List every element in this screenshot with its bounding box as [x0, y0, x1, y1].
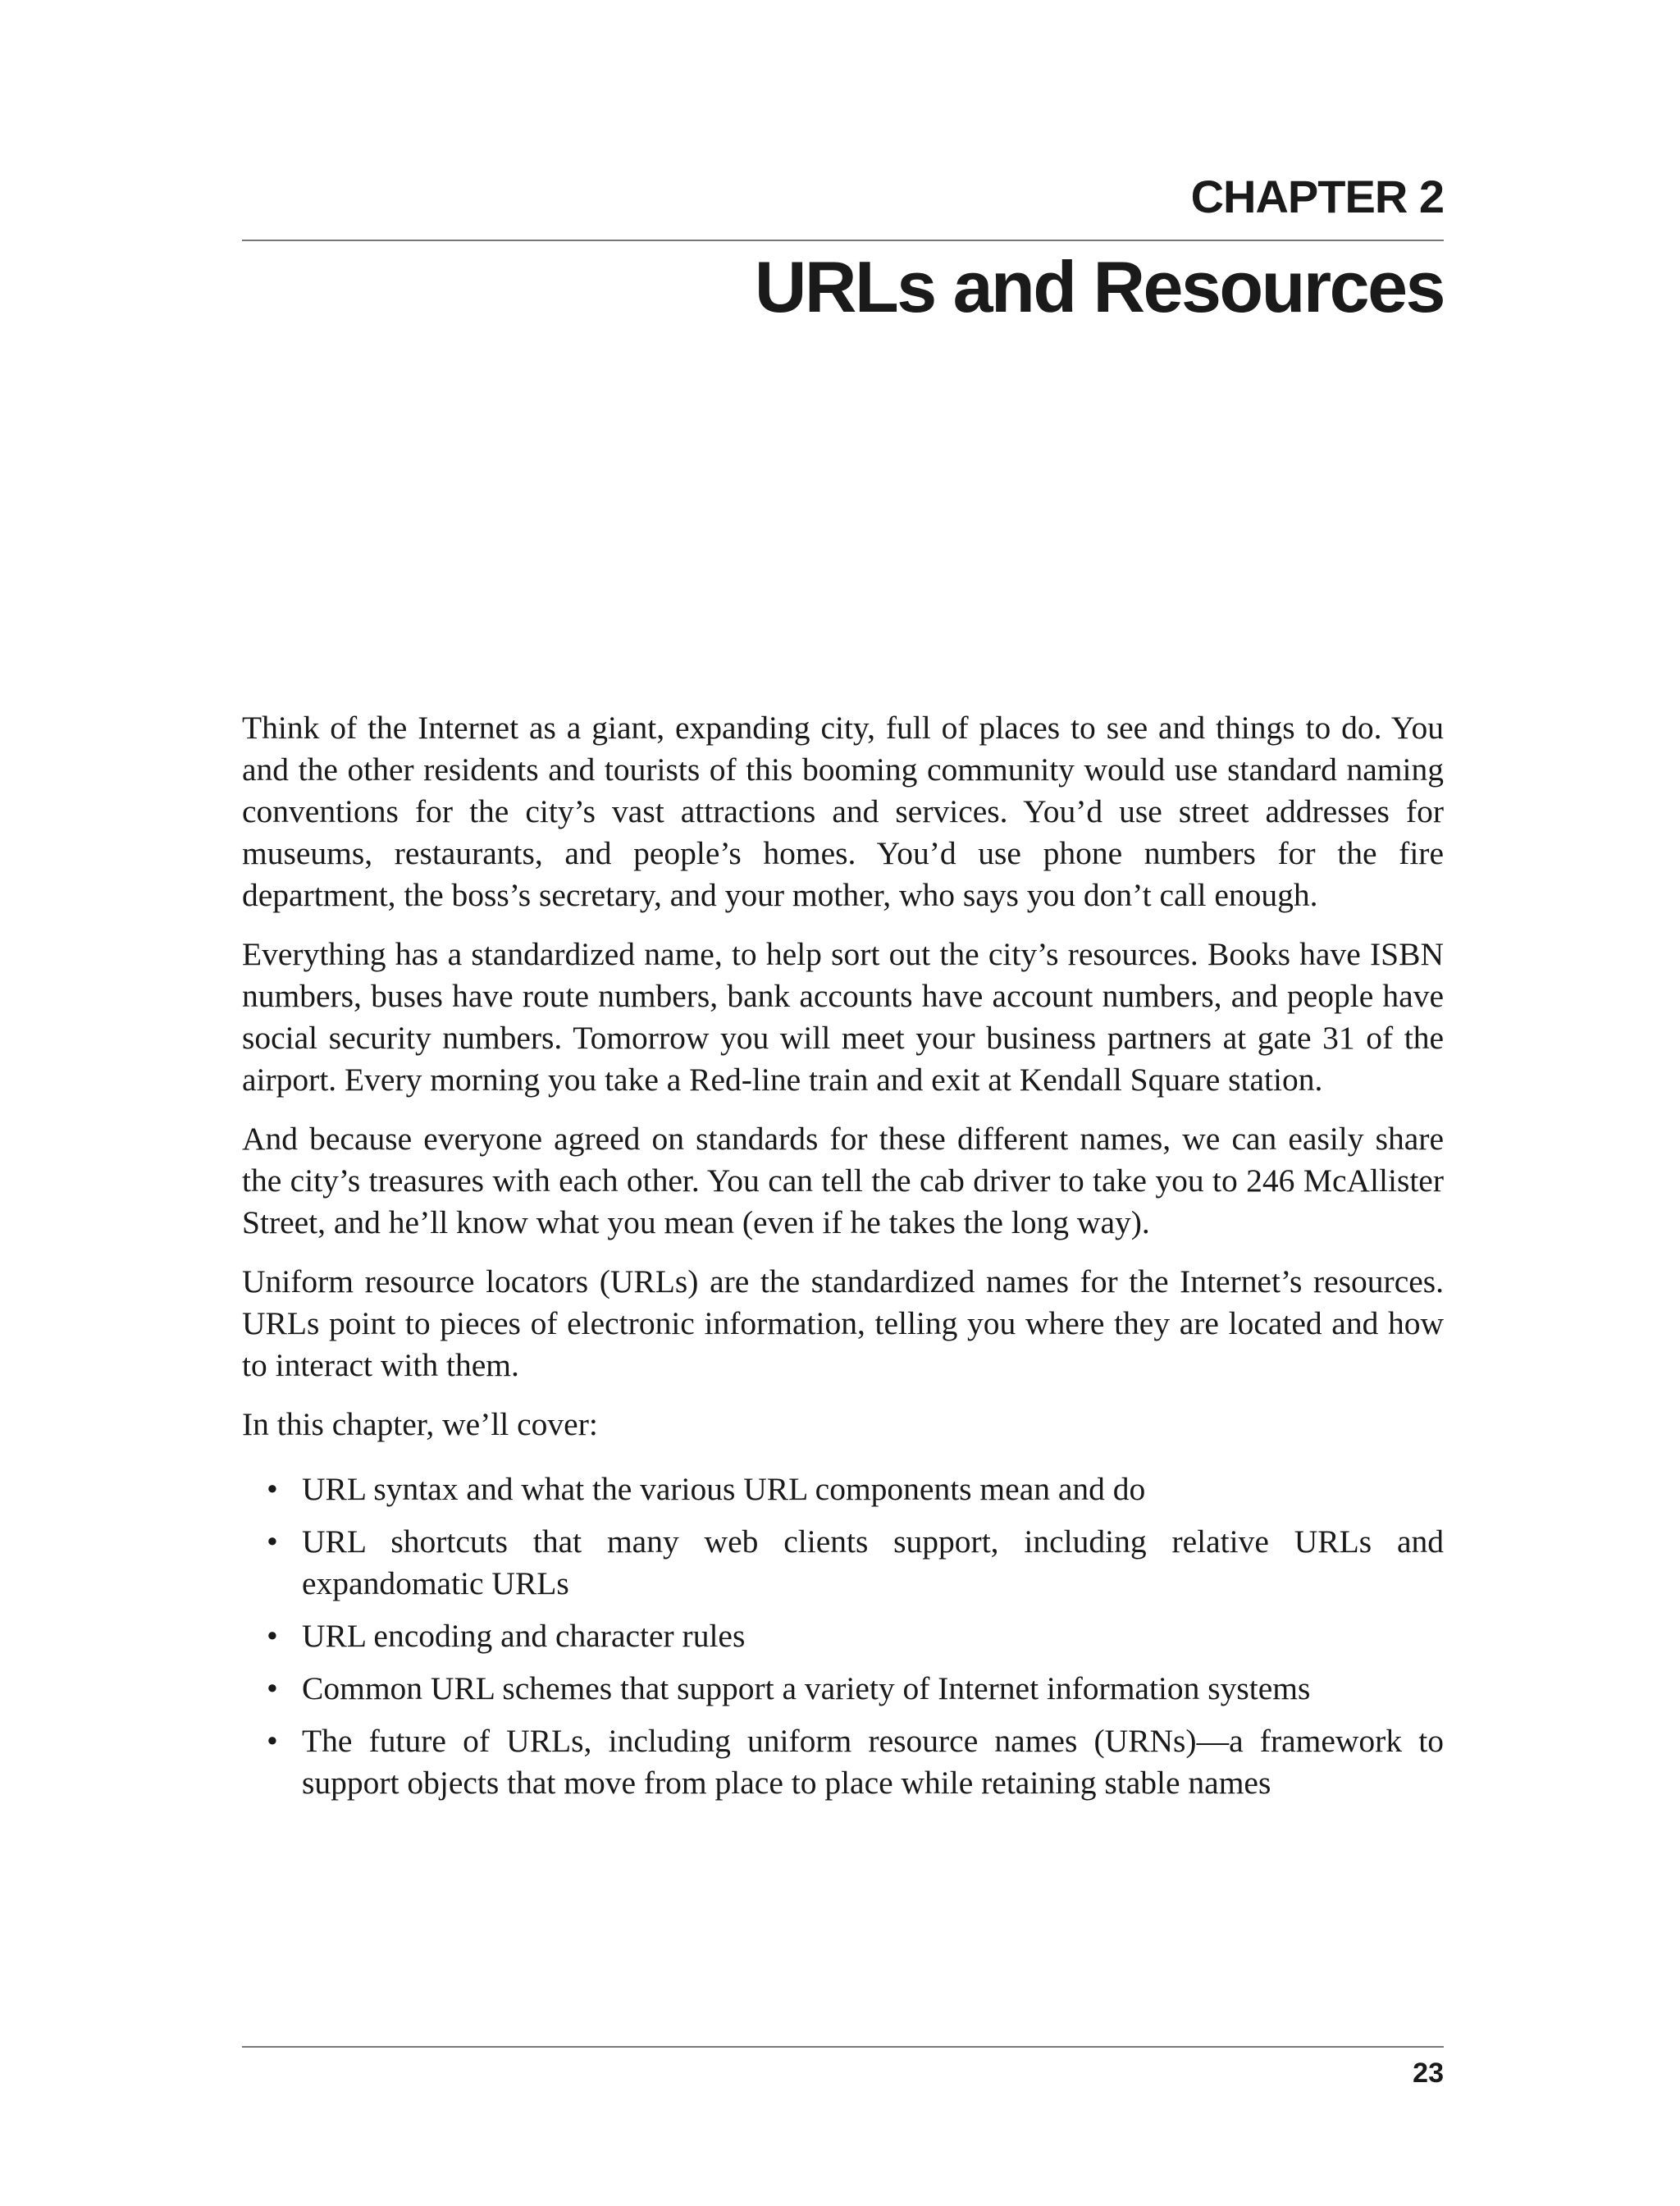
- paragraph: Think of the Internet as a giant, expanding city, full of places to see and things to do. You and the other residents and tourists of this booming community would use standard naming conventions for the city’s vast attractions and services. You’d use street addresses for museums, restaurants, and people’s homes. You’d use phone numbers for the fire department, the boss’s secretary, and your mother, who says you don’t call enough.: [242, 710, 1444, 913]
- list-item-text: URL syntax and what the various URL components mean and do: [302, 1471, 1146, 1507]
- header-rule: [242, 240, 1444, 241]
- list-item-text: URL shortcuts that many web clients support, including relative URLs and expandomatic URLs: [302, 1523, 1444, 1601]
- bullet-icon: •: [267, 1618, 278, 1654]
- list-item-text: Common URL schemes that support a variety of Internet information systems: [302, 1670, 1311, 1706]
- list-item: [242, 1521, 1444, 1605]
- list-item: [242, 1720, 1444, 1804]
- paragraph: Everything has a standardized name, to help sort out the city’s resources. Books have ISBN numbers, buses have route numbers, bank accounts have account numbers, and people have social security numbers. Tomorrow you will meet your business partners at gate 31 of the airport. Every morning you take a Red-line train and exit at Kendall Square station.: [242, 936, 1444, 1098]
- chapter-body: [242, 707, 1444, 1815]
- bullet-icon: •: [267, 1723, 278, 1759]
- bullet-icon: •: [267, 1670, 278, 1706]
- paragraph: In this chapter, we’ll cover:: [242, 1406, 598, 1442]
- list-item-text: The future of URLs, including uniform resource names (URNs)—a framework to support objects that move from place to place while retaining stable names: [302, 1723, 1444, 1801]
- paragraph: And because everyone agreed on standards for these different names, we can easily share the city’s treasures with each other. You can tell the cab driver to take you to 246 McAllister Street, and he’ll know what you mean (even if he takes the long way).: [242, 1121, 1444, 1240]
- list-item: [242, 1668, 1444, 1710]
- bullet-icon: •: [267, 1523, 278, 1560]
- topic-list: [242, 1468, 1444, 1804]
- list-item: [242, 1615, 1444, 1657]
- chapter-label: CHAPTER 2: [1190, 171, 1444, 222]
- footer-rule: [242, 2046, 1444, 2048]
- list-item-text: URL encoding and character rules: [302, 1618, 746, 1654]
- bullet-icon: •: [267, 1471, 278, 1507]
- list-item: [242, 1468, 1444, 1510]
- page-number: 23: [1413, 2058, 1444, 2089]
- chapter-title: URLs and Resources: [754, 246, 1444, 327]
- paragraph: Uniform resource locators (URLs) are the standardized names for the Internet’s resources. URLs point to pieces of electronic information, telling you where they are located and how to interact with them.: [242, 1263, 1444, 1383]
